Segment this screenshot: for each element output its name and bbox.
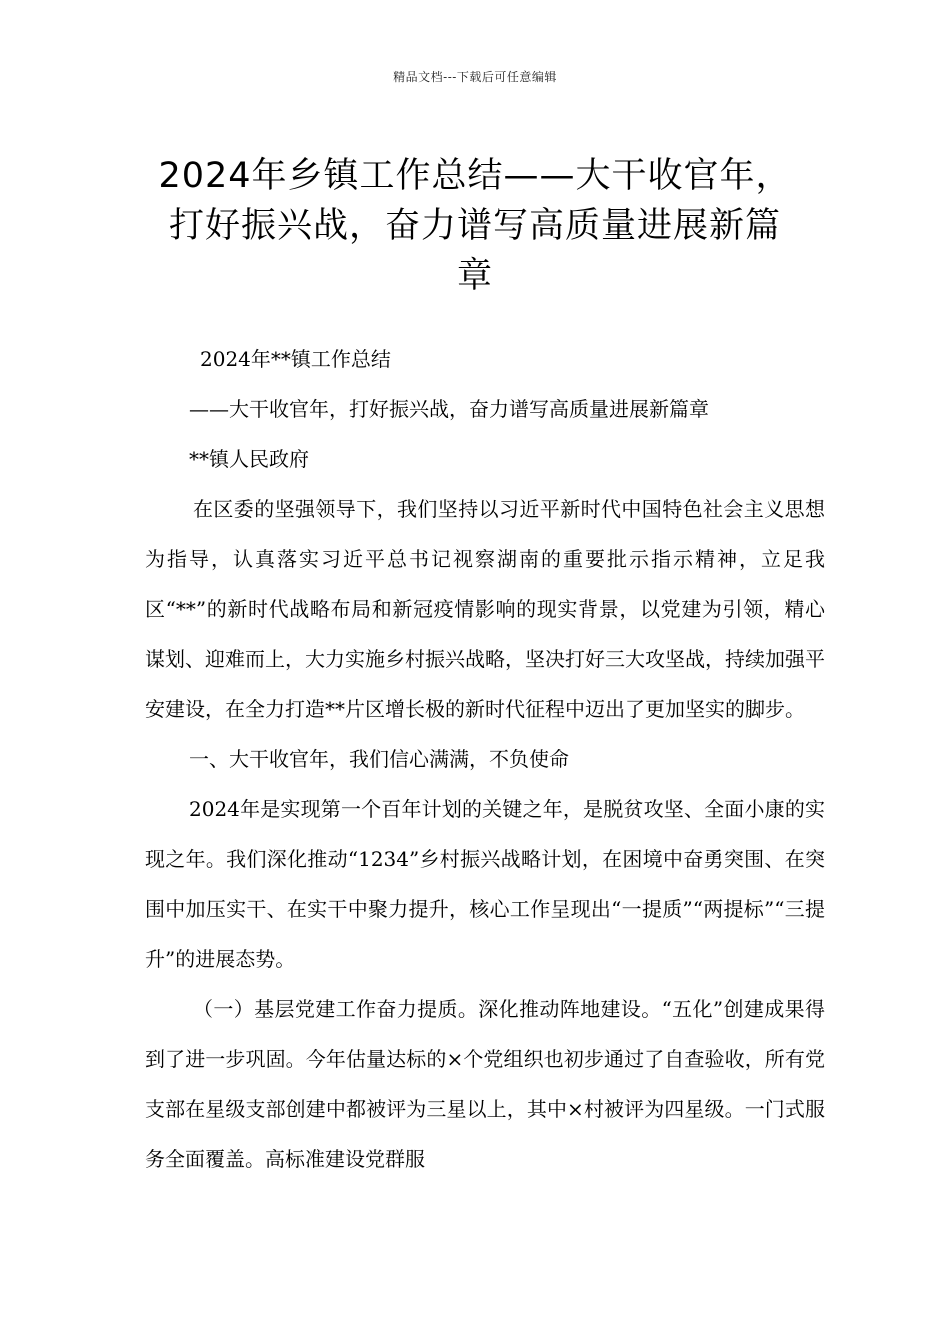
title-line-1: 2024年乡镇工作总结——大干收官年， xyxy=(158,156,792,197)
title-line-3: 章 xyxy=(456,256,493,297)
report-subtitle: ——大干收官年，打好振兴战，奋力谱写高质量进展新篇章 xyxy=(189,397,709,421)
report-heading: 2024年**镇工作总结 xyxy=(200,347,391,371)
section-1-heading: 一、大干收官年，我们信心满满，不负使命 xyxy=(189,747,569,771)
section-1-paragraph: 2024年是实现第一个百年计划的关键之年，是脱贫攻坚、全面小康的实现之年。我们深化推动“1234”乡村振兴战略计划，在困境中奋勇突围、在突围中加压实干、在实干中聚力提升，核心工作呈现出“一提质”“两提标”“三提升”的进展态势。 xyxy=(145,797,825,971)
document-title xyxy=(120,151,830,301)
report-organization: **镇人民政府 xyxy=(189,447,309,471)
intro-paragraph: 在区委的坚强领导下，我们坚持以习近平新时代中国特色社会主义思想为指导，认真落实习近平总书记视察湖南的重要批示指示精神，立足我区“**”的新时代战略布局和新冠疫情影响的现实背景，以党建为引领，精心谋划、迎难而上，大力实施乡村振兴战略，坚决打好三大攻坚战，持续加强平安建设，在全力打造**片区增长极的新时代征程中迈出了更加坚实的脚步。 xyxy=(145,497,825,721)
title-line-2: 打好振兴战，奋力谱写高质量进展新篇 xyxy=(168,206,781,247)
subsection-1-paragraph: （一）基层党建工作奋力提质。深化推动阵地建设。“五化”创建成果得到了进一步巩固。今年估量达标的×个党组织也初步通过了自查验收，所有党支部在星级支部创建中都被评为三星以上，其中×村被评为四星级。一门式服务全面覆盖。高标准建设党群服 xyxy=(145,997,825,1171)
header-note: 精品文档---下载后可任意编辑 xyxy=(393,70,557,84)
document-body xyxy=(145,334,825,1184)
